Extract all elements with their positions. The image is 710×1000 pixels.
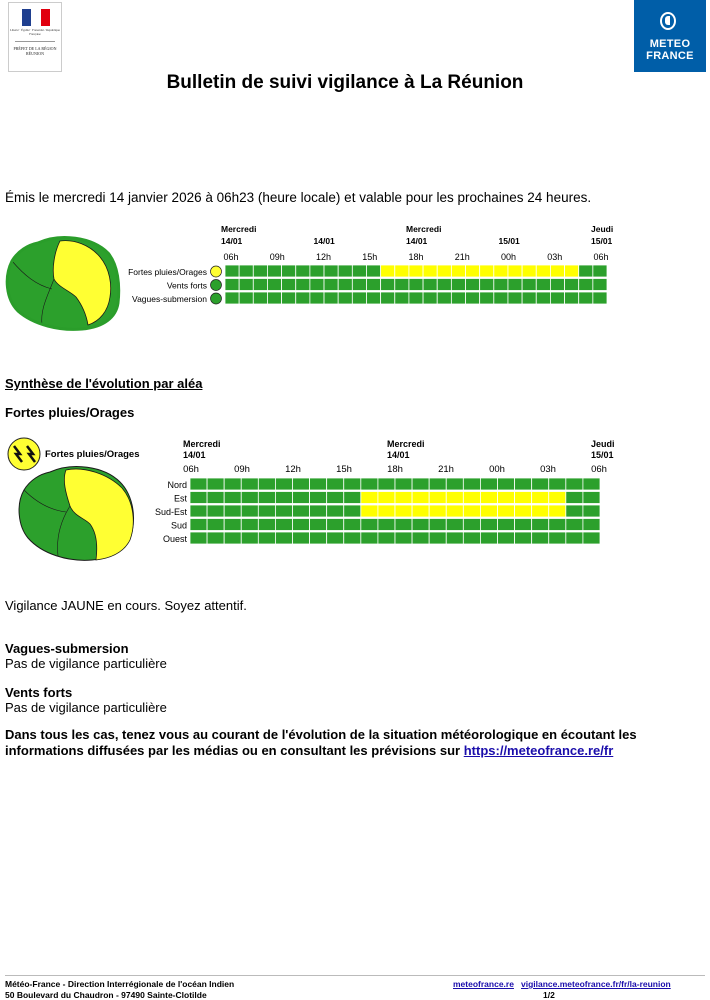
rain-cell: [207, 492, 224, 504]
rain-cell: [327, 505, 344, 517]
rain-cell: [412, 505, 429, 517]
rain-cell: [549, 519, 566, 531]
rain-cell: [566, 532, 583, 544]
footer-org: Météo-France - Direction Interrégionale de l'océan Indien: [5, 979, 235, 989]
rain-cell: [549, 492, 566, 504]
rain-cell: [429, 478, 446, 490]
rain-cell: [361, 478, 378, 490]
overview-cell: [466, 292, 480, 304]
overview-cell: [550, 265, 564, 277]
rain-hour-label: 21h: [438, 464, 454, 475]
rain-cell: [463, 505, 480, 517]
rain-date-label: 15/01: [591, 450, 614, 460]
overview-cell: [565, 265, 579, 277]
rain-cell: [275, 478, 292, 490]
rain-cell: [446, 492, 463, 504]
rain-cell: [378, 505, 395, 517]
rain-cell: [515, 478, 532, 490]
rain-zone-label: Sud-Est: [154, 507, 187, 517]
overview-cell: [282, 292, 296, 304]
footer-link-meteofrance[interactable]: meteofrance.re: [453, 979, 514, 989]
overview-cell: [366, 279, 380, 291]
rain-cell: [258, 492, 275, 504]
overview-cell: [494, 279, 508, 291]
rain-cell: [310, 478, 327, 490]
overview-hour-label: 18h: [408, 252, 424, 262]
rain-cell: [361, 519, 378, 531]
overview-cell: [267, 265, 281, 277]
rain-cell: [310, 532, 327, 544]
prefecture-logo: [8, 2, 62, 72]
rain-zone-label: Ouest: [162, 534, 187, 544]
rain-cell: [395, 532, 412, 544]
rain-cell: [241, 519, 258, 531]
overview-cell: [310, 279, 324, 291]
overview-cell: [423, 265, 437, 277]
rain-hour-label: 03h: [540, 464, 556, 475]
rain-cell: [241, 532, 258, 544]
overview-cell: [508, 265, 522, 277]
rain-cell: [480, 519, 497, 531]
rain-cell: [361, 505, 378, 517]
overview-cell: [239, 265, 253, 277]
overview-cell: [253, 292, 267, 304]
rain-cell: [515, 519, 532, 531]
rain-cell: [515, 532, 532, 544]
rain-cell: [532, 519, 549, 531]
rain-cell: [463, 532, 480, 544]
rain-cell: [275, 532, 292, 544]
thunderstorm-icon: [8, 438, 40, 470]
rain-cell: [515, 505, 532, 517]
overview-date-label: 15/01: [591, 236, 613, 246]
overview-cell: [409, 279, 423, 291]
rain-cell: [412, 519, 429, 531]
rain-cell: [583, 519, 600, 531]
overview-hour-label: 21h: [454, 252, 470, 262]
reunion-map-overview: [7, 238, 118, 330]
rain-cell: [480, 478, 497, 490]
rain-cell: [463, 492, 480, 504]
overview-cell: [296, 265, 310, 277]
overview-row-label: Vents forts: [166, 280, 207, 291]
overview-cell: [310, 292, 324, 304]
overview-date-label: 14/01: [406, 236, 428, 246]
overview-hour-label: 09h: [269, 252, 285, 262]
overview-date-label: 14/01: [221, 236, 243, 246]
rain-hour-label: 00h: [489, 464, 505, 475]
meteo-france-logo: METEO FRANCE: [634, 0, 706, 72]
rain-date-label: 14/01: [183, 450, 206, 460]
overview-hour-label: 03h: [547, 252, 563, 262]
prefecture-name: PRÉFET DE LA RÉGION RÉUNION: [13, 46, 57, 56]
overview-cell: [423, 292, 437, 304]
rain-cell: [310, 519, 327, 531]
overview-cell: [550, 292, 564, 304]
rain-cell: [207, 532, 224, 544]
footer-link-vigilance[interactable]: vigilance.meteofrance.fr/fr/la-reunion: [521, 979, 671, 989]
overview-cell: [296, 292, 310, 304]
rain-cell: [498, 505, 515, 517]
overview-cell: [494, 265, 508, 277]
overview-cell: [536, 265, 550, 277]
rain-cell: [583, 532, 600, 544]
rain-cell: [532, 532, 549, 544]
rain-cell: [532, 492, 549, 504]
rain-heading: Fortes pluies/Orages: [5, 405, 135, 420]
overview-row-label: Fortes pluies/Orages: [128, 267, 207, 277]
rain-hour-label: 06h: [183, 464, 199, 475]
rain-cell: [327, 532, 344, 544]
rain-cell: [224, 505, 241, 517]
rain-cell: [549, 505, 566, 517]
rain-hour-label: 15h: [336, 464, 352, 475]
thunderstorm-icon: [211, 266, 222, 277]
overview-cell: [381, 265, 395, 277]
prefecture-motto: Liberté · Égalité · Fraternité / République Française: [10, 28, 60, 36]
reunion-map-rain: [19, 467, 133, 561]
rain-cell: [446, 505, 463, 517]
rain-cell: [446, 478, 463, 490]
rain-cell: [190, 519, 207, 531]
overview-cell: [579, 265, 593, 277]
overview-cell: [480, 279, 494, 291]
overview-cell: [466, 279, 480, 291]
overview-cell: [409, 292, 423, 304]
rain-cell: [327, 492, 344, 504]
overview-cell: [409, 265, 423, 277]
overview-cell: [267, 292, 281, 304]
overview-cell: [395, 279, 409, 291]
overview-cell: [565, 279, 579, 291]
rain-cell: [344, 478, 361, 490]
rain-date-label: 14/01: [387, 450, 410, 460]
overview-cell: [352, 265, 366, 277]
rain-cell: [566, 519, 583, 531]
overview-cell: [494, 292, 508, 304]
overview-hour-label: 00h: [500, 252, 517, 262]
rain-cell: [361, 492, 378, 504]
rain-cell: [310, 492, 327, 504]
overview-cell: [550, 279, 564, 291]
overview-cell: [536, 292, 550, 304]
rain-cell: [429, 519, 446, 531]
overview-cell: [522, 292, 536, 304]
rain-zone-label: Sud: [170, 520, 187, 531]
rain-cell: [224, 492, 241, 504]
rain-cell: [429, 532, 446, 544]
rain-cell: [190, 532, 207, 544]
rain-cell: [241, 492, 258, 504]
overview-date-label: 15/01: [498, 236, 520, 246]
footer-address: 50 Boulevard du Chaudron - 97490 Sainte-Clotilde: [5, 990, 207, 1000]
overview-cell: [395, 265, 409, 277]
wind-heading: Vents forts: [5, 685, 73, 700]
rain-cell: [327, 478, 344, 490]
overview-hour-label: 06h: [223, 252, 239, 262]
rain-cell: [498, 519, 515, 531]
rain-cell: [446, 519, 463, 531]
rain-cell: [566, 505, 583, 517]
overview-cell: [593, 265, 607, 277]
overview-cell: [522, 279, 536, 291]
rain-cell: [293, 505, 310, 517]
rain-cell: [378, 532, 395, 544]
overview-cell: [310, 265, 324, 277]
overview-vigilance-chart: [0, 225, 640, 335]
rain-cell: [361, 532, 378, 544]
rain-cell: [275, 492, 292, 504]
rain-cell: [532, 505, 549, 517]
overview-cell: [282, 279, 296, 291]
overview-date-label: 14/01: [313, 236, 335, 246]
overview-cell: [381, 279, 395, 291]
overview-cell: [522, 265, 536, 277]
overview-cell: [225, 265, 239, 277]
overview-hour-label: 15h: [362, 252, 378, 262]
rain-cell: [258, 532, 275, 544]
overview-cell: [253, 265, 267, 277]
rain-cell: [429, 505, 446, 517]
overview-hour-label: 12h: [315, 252, 332, 262]
waves-text: Pas de vigilance particulière: [5, 656, 167, 671]
rain-hour-label: 09h: [234, 464, 250, 475]
overview-cell: [480, 265, 494, 277]
rain-cell: [412, 478, 429, 490]
rain-cell: [293, 532, 310, 544]
overview-cell: [282, 265, 296, 277]
rain-cell: [258, 505, 275, 517]
overview-cell: [338, 279, 352, 291]
final-advice: Dans tous les cas, tenez vous au courant de l'évolution de la situation météorologique en écoutant les informations diffusées par les médias ou en consultant les prévisions sur https://meteofrance.re/fr: [5, 727, 637, 758]
waves-icon: [211, 293, 222, 304]
rain-cell: [498, 478, 515, 490]
rain-cell: [378, 492, 395, 504]
meteofrance-link[interactable]: https://meteofrance.re/fr: [463, 743, 614, 758]
overview-cell: [508, 279, 522, 291]
overview-cell: [324, 279, 338, 291]
overview-cell: [423, 279, 437, 291]
overview-cell: [451, 279, 465, 291]
waves-heading: Vagues-submersion: [5, 641, 129, 656]
overview-cell: [239, 279, 253, 291]
overview-cell: [366, 265, 380, 277]
overview-cell: [352, 292, 366, 304]
rain-cell: [224, 478, 241, 490]
overview-cell: [579, 279, 593, 291]
rain-cell: [395, 519, 412, 531]
rain-cell: [480, 492, 497, 504]
overview-cell: [366, 292, 380, 304]
rain-cell: [275, 519, 292, 531]
rain-cell: [378, 478, 395, 490]
rain-cell: [258, 519, 275, 531]
rain-legend-label: Fortes pluies/Orages: [45, 449, 140, 460]
wind-text: Pas de vigilance particulière: [5, 700, 167, 715]
rain-cell: [327, 519, 344, 531]
rain-cell: [344, 505, 361, 517]
rain-cell: [293, 492, 310, 504]
overview-cell: [253, 279, 267, 291]
overview-cell: [324, 292, 338, 304]
rain-vigilance-chart: [0, 432, 640, 567]
synthese-heading: Synthèse de l'évolution par aléa: [5, 376, 203, 391]
overview-cell: [579, 292, 593, 304]
issue-statement: Émis le mercredi 14 janvier 2026 à 06h23 (heure locale) et valable pour les prochaines 24 heures.: [5, 190, 592, 205]
overview-day-label: Jeudi: [591, 225, 614, 234]
overview-cell: [395, 292, 409, 304]
overview-cell: [593, 292, 607, 304]
rain-cell: [241, 505, 258, 517]
overview-day-label: Mercredi: [221, 225, 257, 234]
overview-cell: [352, 279, 366, 291]
rain-cell: [190, 478, 207, 490]
rain-cell: [395, 492, 412, 504]
overview-cell: [480, 292, 494, 304]
overview-cell: [451, 265, 465, 277]
overview-cell: [437, 292, 451, 304]
rain-cell: [549, 532, 566, 544]
overview-row-label: Vagues-submersion: [132, 294, 207, 304]
rain-cell: [241, 478, 258, 490]
rain-cell: [549, 478, 566, 490]
rain-cell: [566, 478, 583, 490]
rain-cell: [515, 492, 532, 504]
rain-cell: [344, 492, 361, 504]
rain-cell: [463, 519, 480, 531]
rain-cell: [463, 478, 480, 490]
overview-cell: [225, 292, 239, 304]
overview-cell: [437, 279, 451, 291]
rain-cell: [207, 519, 224, 531]
rain-cell: [207, 505, 224, 517]
rain-hour-label: 06h: [591, 464, 607, 475]
wind-icon: [211, 280, 222, 291]
overview-cell: [508, 292, 522, 304]
rain-cell: [224, 532, 241, 544]
overview-cell: [466, 265, 480, 277]
rain-cell: [480, 505, 497, 517]
page-title: Bulletin de suivi vigilance à La Réunion: [166, 72, 524, 93]
rain-hour-label: 18h: [387, 464, 403, 475]
rain-cell: [293, 519, 310, 531]
rain-cell: [395, 478, 412, 490]
overview-cell: [437, 265, 451, 277]
rain-zone-label: Est: [173, 493, 187, 504]
rain-status: Vigilance JAUNE en cours. Soyez attentif.: [5, 598, 247, 613]
overview-day-label: Mercredi: [406, 225, 442, 234]
rain-cell: [498, 492, 515, 504]
overview-cell: [225, 279, 239, 291]
overview-cell: [267, 279, 281, 291]
rain-day-label: Mercredi: [387, 439, 425, 449]
rain-cell: [190, 492, 207, 504]
rain-zone-label: Nord: [167, 480, 187, 490]
rain-cell: [446, 532, 463, 544]
overview-cell: [239, 292, 253, 304]
rain-cell: [275, 505, 292, 517]
rain-cell: [480, 532, 497, 544]
rain-cell: [344, 532, 361, 544]
overview-cell: [338, 265, 352, 277]
rain-cell: [583, 492, 600, 504]
rain-cell: [258, 478, 275, 490]
rain-day-label: Mercredi: [183, 439, 221, 449]
overview-cell: [338, 292, 352, 304]
rain-cell: [293, 478, 310, 490]
rain-cell: [532, 478, 549, 490]
rain-cell: [190, 505, 207, 517]
rain-cell: [344, 519, 361, 531]
overview-cell: [565, 292, 579, 304]
rain-cell: [412, 532, 429, 544]
rain-day-label: Jeudi: [591, 439, 615, 449]
overview-cell: [324, 265, 338, 277]
rain-cell: [224, 519, 241, 531]
rain-cell: [583, 505, 600, 517]
overview-cell: [536, 279, 550, 291]
rain-cell: [566, 492, 583, 504]
rain-cell: [395, 505, 412, 517]
rain-cell: [378, 519, 395, 531]
rain-cell: [583, 478, 600, 490]
french-flag-icon: [22, 9, 50, 26]
rain-cell: [412, 492, 429, 504]
rain-hour-label: 12h: [285, 464, 301, 475]
rain-cell: [498, 532, 515, 544]
rain-cell: [310, 505, 327, 517]
rain-cell: [429, 492, 446, 504]
overview-cell: [451, 292, 465, 304]
overview-hour-label: 06h: [593, 252, 609, 262]
overview-cell: [381, 292, 395, 304]
overview-cell: [296, 279, 310, 291]
footer-page-number: 1/2: [543, 990, 555, 1000]
overview-cell: [593, 279, 607, 291]
meteo-france-emblem-icon: [660, 12, 676, 30]
rain-cell: [207, 478, 224, 490]
